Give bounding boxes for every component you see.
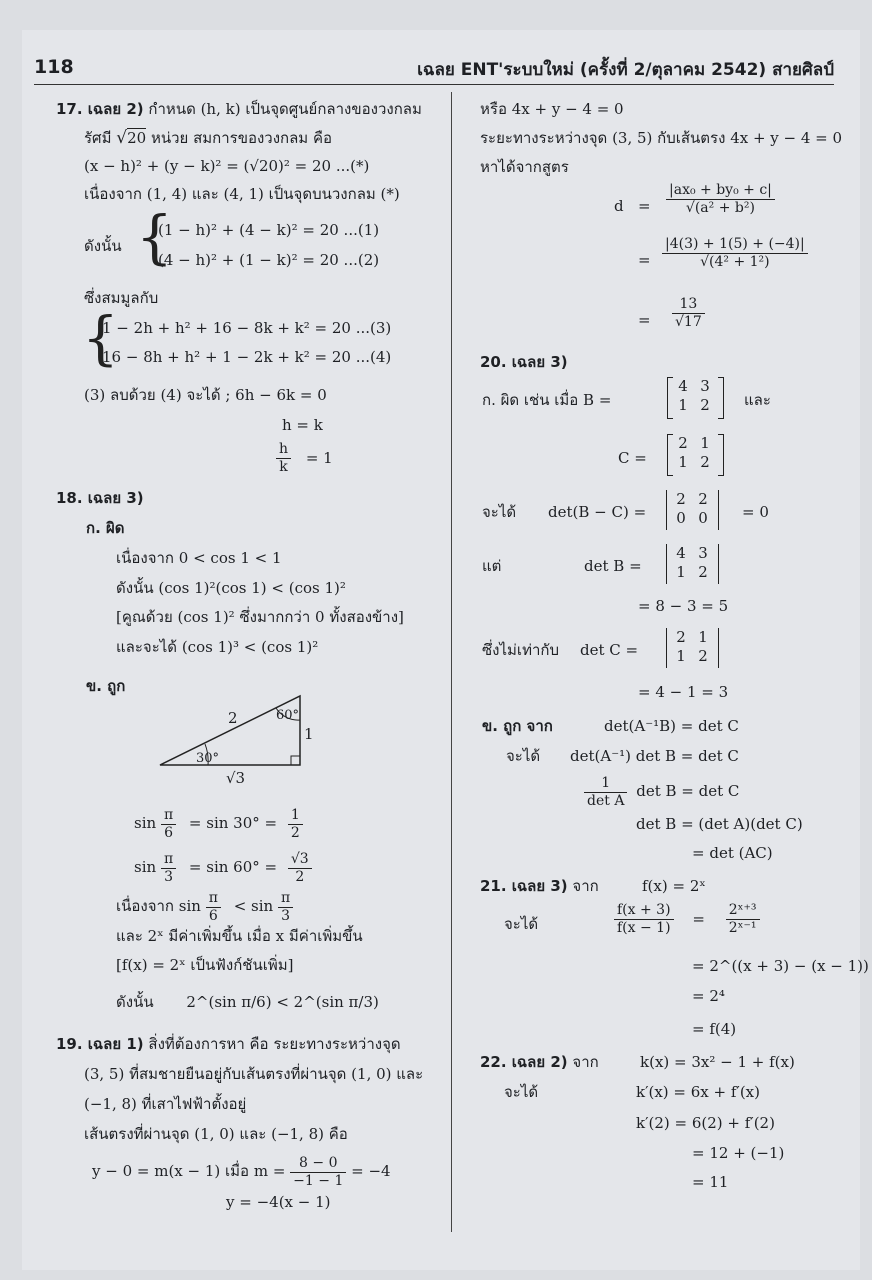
q19-r1: หรือ 4x + y − 4 = 0 <box>480 100 624 118</box>
q19-d-result: $\frac{13}{√17}$ <box>672 296 705 331</box>
q21-fx: f(x) = 2ˣ <box>642 877 706 895</box>
q19-l3: (−1, 8) ที่เสาไฟฟ้าตั้งอยู่ <box>84 1095 247 1113</box>
q17-circle-eq: (x − h)² + (y − k)² = (√20)² = 20 ...(*) <box>84 157 370 175</box>
q20-b1: ข. ถูก จาก <box>482 717 553 735</box>
q22-l1: k(x) = 3x² − 1 + f(x) <box>640 1053 795 1071</box>
q17-line4: เนื่องจาก (1, 4) และ (4, 1) เป็นจุดบนวงกลม (*) <box>84 185 400 203</box>
q19-d-eq3: = <box>638 311 651 329</box>
q20-b4: det B = (det A)(det C) <box>636 815 803 833</box>
matrix-detB: 4 3 1 2 <box>676 544 708 581</box>
q18-tri-left: 30° <box>196 751 220 766</box>
q17-line2: รัศมี √20 หน่วย สมการของวงกลม คือ <box>84 128 333 148</box>
q18-tri-hyp: 2 <box>228 709 238 727</box>
q21-l5: = f(4) <box>692 1020 737 1038</box>
det-bar <box>718 628 719 668</box>
q19-r3: หาได้จากสูตร <box>480 158 569 176</box>
q19-l5: y − 0 = m(x − 1) เมื่อ m = $\frac{8 - 0}{-1 - 1}$ = −4 <box>92 1154 391 1189</box>
q17-eq2: (4 − h)² + (1 − k)² = 20 ...(2) <box>158 251 380 269</box>
q17-equiv: ซึ่งสมมูลกับ <box>84 289 159 307</box>
q18-sin-pi6: sin $\frac{\pi}{6}$ = sin 30° = $\frac{1}{2}$ <box>134 804 303 842</box>
q18-a3: [คูณด้วย (cos 1)² ซึ่งมากกว่า 0 ทั้งสองข้าง] <box>116 608 404 626</box>
q20-b3: $\frac{1}{\text{det A}}$ det B = det C <box>584 772 739 810</box>
matrix-C-right <box>718 434 724 476</box>
q19-l2: (3, 5) ที่สมชายยืนอยู่กับเส้นตรงที่ผ่านจุด (1, 0) และ <box>84 1065 424 1083</box>
q20-eq0: = 0 <box>742 503 769 521</box>
matrix-B: 4 3 1 2 <box>678 377 710 414</box>
q19-l4: เส้นตรงที่ผ่านจุด (1, 0) และ (−1, 8) คือ <box>84 1125 348 1143</box>
q21-frac: $\frac{f(x + 3)}{f(x - 1)}$ = $\frac{\text{2ˣ⁺³}}{\text{2ˣ⁻¹}}$ <box>614 902 760 937</box>
q18-tri-side: 1 <box>304 725 314 743</box>
q21-l4: = 2⁴ <box>692 987 725 1005</box>
q20-detC-val: = 4 − 1 = 3 <box>638 683 729 701</box>
q18-final: ดังนั้น 2^(sin π/6) < 2^(sin π/3) <box>116 993 379 1011</box>
q18-sin-pi3: sin $\frac{\pi}{3}$ = sin 60° = $\frac{√3}{2}$ <box>134 848 312 886</box>
det-bar <box>666 628 667 668</box>
q17-h-over-k: $\frac{h}{k}$ = 1 <box>276 441 333 476</box>
header-rule <box>34 84 834 85</box>
q22-l5: = 11 <box>692 1173 729 1191</box>
q20-and: และ <box>744 391 771 409</box>
q20-neq: ซึ่งไม่เท่ากับ <box>482 641 559 659</box>
det-bar <box>666 490 667 530</box>
q18-label: 18. เฉลย 3) <box>56 489 144 507</box>
matrix-BC: 2 2 0 0 <box>676 490 708 527</box>
q21-get: จะได้ <box>504 915 539 933</box>
q20-detBC: det(B − C) = <box>548 503 647 521</box>
q20-but: แต่ <box>482 557 502 575</box>
q20-C-label: C = <box>618 449 647 467</box>
page-number: 118 <box>34 56 74 78</box>
q20-get: จะได้ <box>482 503 517 521</box>
q22-l2: k′(x) = 6x + f′(x) <box>636 1083 760 1101</box>
q18-a-label: ก. ผิด <box>86 519 125 537</box>
q17-eq1: (1 − h)² + (4 − k)² = 20 ...(1) <box>158 221 380 239</box>
det-bar <box>718 490 719 530</box>
q20-b2-label: จะได้ <box>506 747 541 765</box>
matrix-detC: 2 1 1 2 <box>676 628 708 665</box>
q18-a1: เนื่องจาก 0 < cos 1 < 1 <box>116 549 282 567</box>
q22-l4: = 12 + (−1) <box>692 1144 785 1162</box>
q18-inc2: [f(x) = 2ˣ เป็นฟังก์ชันเพิ่ม] <box>116 956 294 974</box>
q17-brace-1: { <box>136 203 173 271</box>
q21-l3: = 2^((x + 3) − (x − 1)) <box>692 957 869 975</box>
q19-l1: 19. เฉลย 1) สิ่งที่ต้องการหา คือ ระยะทางระหว่างจุด <box>56 1035 401 1053</box>
q17-therefore: ดังนั้น <box>84 237 122 255</box>
q18-inc: และ 2ˣ มีค่าเพิ่มขึ้น เมื่อ x มีค่าเพิ่มขึ้น <box>116 927 363 945</box>
q21-l1: 21. เฉลย 3) จาก <box>480 877 599 895</box>
q18-since: เนื่องจาก sin $\frac{\pi}{6}$ < sin $\frac{\pi}{3}$ <box>116 888 293 925</box>
q19-l6: y = −4(x − 1) <box>226 1193 331 1211</box>
q17-brace-2: { <box>82 304 119 372</box>
q22-get: จะได้ <box>504 1083 539 1101</box>
column-divider <box>451 92 452 1232</box>
q20-b1-eq: det(A⁻¹B) = det C <box>604 717 739 735</box>
q20-a1: ก. ผิด เช่น เมื่อ B = <box>482 391 612 409</box>
q17-h-eq-k: h = k <box>282 416 323 434</box>
q17-line1: 17. เฉลย 2) กำหนด (h, k) เป็นจุดศูนย์กลางของวงกลม <box>56 100 422 118</box>
q18-b-label: ข. ถูก <box>86 677 126 695</box>
q17-eq4: 16 − 8h + h² + 1 − 2k + k² = 20 ...(4) <box>102 348 392 366</box>
q20-label: 20. เฉลย 3) <box>480 353 568 371</box>
q19-d-sub: $\frac{|4(3) + 1(5) + (-4)|}{\text{√(4² + 1²)}}$ <box>662 236 808 271</box>
q18-tri-top: 60° <box>276 708 300 723</box>
q20-detB: det B = <box>584 557 642 575</box>
q17-eq3: 1 − 2h + h² + 16 − 8k + k² = 20 ...(3) <box>102 319 392 337</box>
q19-d-eq2: = <box>638 251 651 269</box>
q22-l1-label: 22. เฉลย 2) จาก <box>480 1053 599 1071</box>
q18-a2: ดังนั้น (cos 1)²(cos 1) < (cos 1)² <box>116 579 346 597</box>
q19-d-eq: = <box>638 197 651 215</box>
q19-r2: ระยะทางระหว่างจุด (3, 5) กับเส้นตรง 4x + y − 4 = 0 <box>480 129 843 147</box>
matrix-C: 2 1 1 2 <box>678 434 710 471</box>
running-title: เฉลย ENT'ระบบใหม่ (ครั้งที่ 2/ตุลาคม 2542) สายศิลป์ <box>417 60 834 80</box>
q17-subtract: (3) ลบด้วย (4) จะได้ ; 6h − 6k = 0 <box>84 386 327 404</box>
q20-b5: = det (AC) <box>692 844 773 862</box>
q20-b2-eq: det(A⁻¹) det B = det C <box>570 747 739 765</box>
q22-l3: k′(2) = 6(2) + f′(2) <box>636 1114 775 1132</box>
q18-a4: และจะได้ (cos 1)³ < (cos 1)² <box>116 638 319 656</box>
det-bar <box>718 544 719 584</box>
det-bar <box>666 544 667 584</box>
q20-detB-val: = 8 − 3 = 5 <box>638 597 729 615</box>
q19-d-formula: $\frac{\text{|ax₀ + by₀ + c|}}{\text{√(a² + b²)}}$ <box>666 182 775 217</box>
q20-detC: det C = <box>580 641 639 659</box>
q19-d: d <box>614 197 624 215</box>
q18-tri-base: √3 <box>226 769 246 787</box>
matrix-B-right <box>718 377 724 419</box>
